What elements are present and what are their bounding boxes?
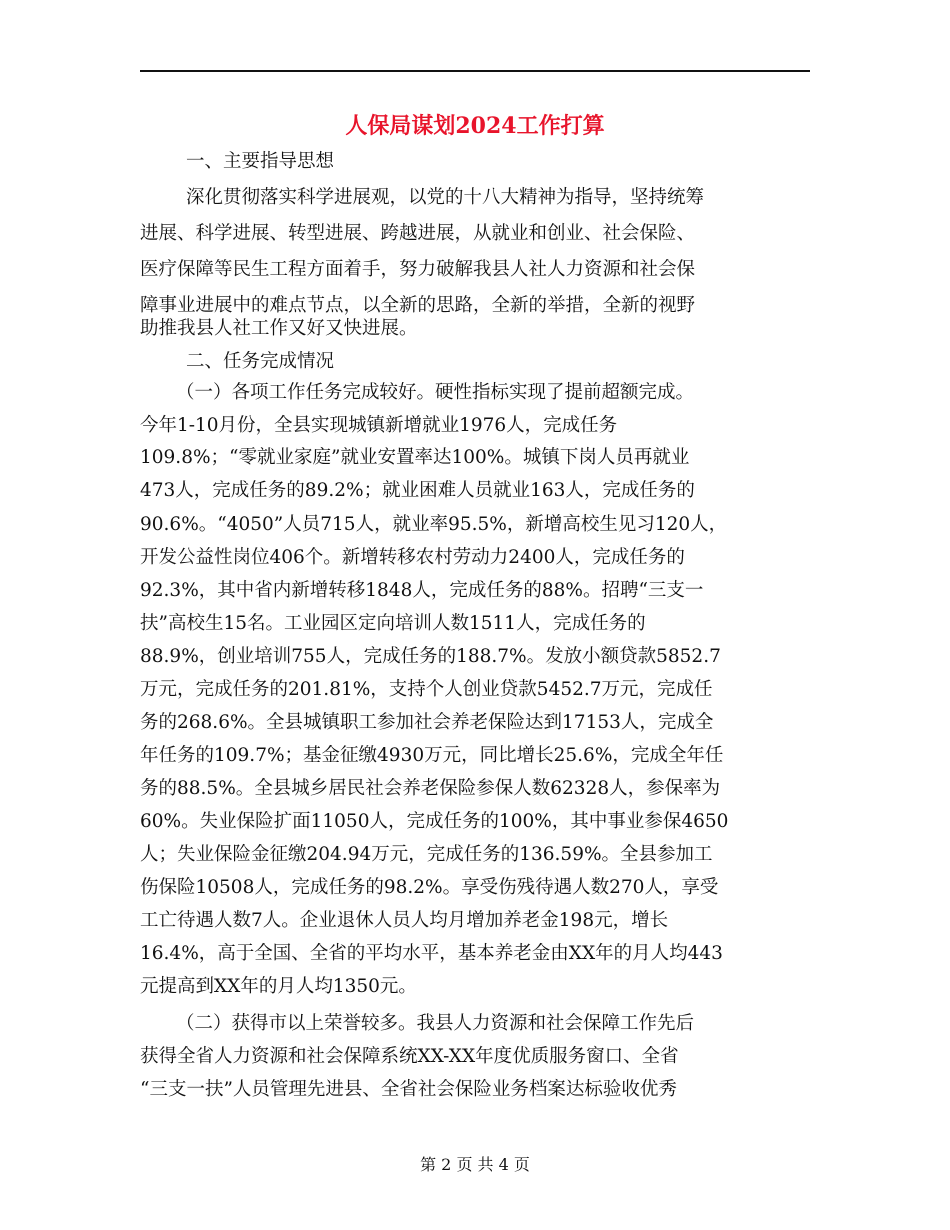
paragraph-line: 92.3%，其中省内新增转移1848人，完成任务的88%。招聘“三支一	[140, 580, 704, 601]
section-heading-guiding-thought: 一、主要指导思想	[186, 151, 335, 172]
paragraph-line: 人；失业保险金征缴204.94万元，完成任务的136.59%。全县参加工	[140, 844, 713, 865]
paragraph-line: 障事业进展中的难点节点，以全新的思路，全新的举措，全新的视野	[140, 295, 696, 316]
paragraph-line: 深化贯彻落实科学进展观，以党的十八大精神为指导，坚持统筹	[186, 187, 705, 208]
paragraph-line: 16.4%，高于全国、全省的平均水平，基本养老金由XX年的月人均443	[140, 943, 723, 964]
paragraph-line: 元提高到XX年的月人均1350元。	[140, 976, 417, 997]
paragraph-line: 获得全省人力资源和社会保障系统XX-XX年度优质服务窗口、全省	[140, 1046, 679, 1067]
paragraph-line: 扶”高校生15名。工业园区定向培训人数1511人，完成任务的	[140, 613, 646, 634]
section-heading-task-completion: 二、任务完成情况	[186, 351, 335, 372]
paragraph-line: 今年1-10月份，全县实现城镇新增就业1976人，完成任务	[140, 415, 618, 436]
paragraph-line: 进展、科学进展、转型进展、跨越进展，从就业和创业、社会保险、	[140, 223, 696, 244]
paragraph-line: “三支一扶”人员管理先进县、全省社会保险业务档案达标验收优秀	[140, 1079, 677, 1100]
page-number-footer: 第 2 页 共 4 页	[420, 1155, 530, 1174]
paragraph-line: 60%。失业保险扩面11050人，完成任务的100%，其中事业参保4650	[140, 811, 729, 832]
paragraph-line: （二）获得市以上荣誉较多。我县人力资源和社会保障工作先后	[176, 1013, 695, 1034]
paragraph-line: 伤保险10508人，完成任务的98.2%。享受伤残待遇人数270人，享受	[140, 877, 719, 898]
paragraph-line: 助推我县人社工作又好又快进展。	[140, 318, 418, 339]
paragraph-line: 473人，完成任务的89.2%；就业困难人员就业163人，完成任务的	[140, 480, 695, 501]
paragraph-line: 务的268.6%。全县城镇职工参加社会养老保险达到17153人，完成全	[140, 712, 714, 733]
paragraph-line: （一）各项工作任务完成较好。硬性指标实现了提前超额完成。	[176, 382, 695, 403]
paragraph-line: 务的88.5%。全县城乡居民社会养老保险参保人数62328人，参保率为	[140, 778, 721, 799]
header-rule	[140, 70, 810, 72]
paragraph-line: 工亡待遇人数7人。企业退休人员人均月增加养老金198元，增长	[140, 910, 669, 931]
document-title: 人保局谋划2024工作打算	[345, 113, 605, 139]
paragraph-line: 开发公益性岗位406个。新增转移农村劳动力2400人，完成任务的	[140, 547, 685, 568]
paragraph-line: 年任务的109.7%；基金征缴4930万元，同比增长25.6%，完成全年任	[140, 745, 724, 766]
paragraph-line: 109.8%；“零就业家庭”就业安置率达100%。城镇下岗人员再就业	[140, 447, 690, 468]
paragraph-line: 90.6%。“4050”人员715人，就业率95.5%，新增高校生见习120人，	[140, 514, 728, 535]
paragraph-line: 医疗保障等民生工程方面着手，努力破解我县人社人力资源和社会保	[140, 259, 696, 280]
paragraph-line: 万元，完成任务的201.81%，支持个人创业贷款5452.7万元，完成任	[140, 679, 713, 700]
paragraph-line: 88.9%，创业培训755人，完成任务的188.7%。发放小额贷款5852.7	[140, 646, 721, 667]
